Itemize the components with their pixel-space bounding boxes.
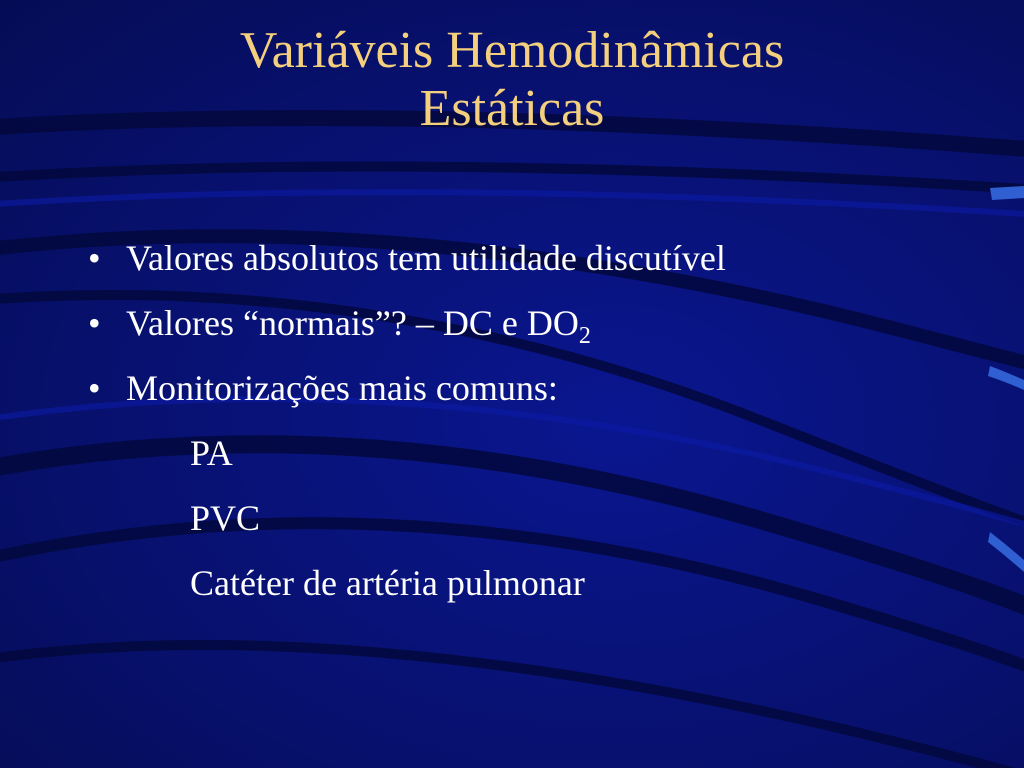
sub-item-text: PA: [190, 433, 233, 473]
bullet-text: Monitorizações mais comuns:: [126, 368, 558, 408]
sub-item: [88, 555, 988, 620]
sub-item-text: Catéter de artéria pulmonar: [190, 563, 585, 603]
bullet-item: [88, 360, 988, 425]
slide-title-line-1: Variáveis Hemodinâmicas: [239, 22, 785, 79]
bullet-subscript: 2: [578, 323, 591, 349]
sub-item: [88, 425, 988, 490]
slide-title: [0, 22, 1024, 138]
bullet-text-main: Valores “normais”? – DC e DO: [126, 303, 579, 343]
sub-item-text: PVC: [190, 498, 261, 538]
bullet-text: [126, 295, 591, 351]
bullet-text: Valores absolutos tem utilidade discutível: [126, 238, 726, 278]
slide-title-line-2: Estáticas: [419, 80, 605, 137]
bullet-glyph: •: [88, 238, 101, 278]
bullet-item: [88, 230, 988, 295]
bullet-glyph: •: [88, 368, 101, 408]
bullet-list: [88, 230, 988, 620]
bullet-item: [88, 295, 988, 360]
bullet-glyph: •: [88, 303, 101, 343]
sub-item: [88, 490, 988, 555]
